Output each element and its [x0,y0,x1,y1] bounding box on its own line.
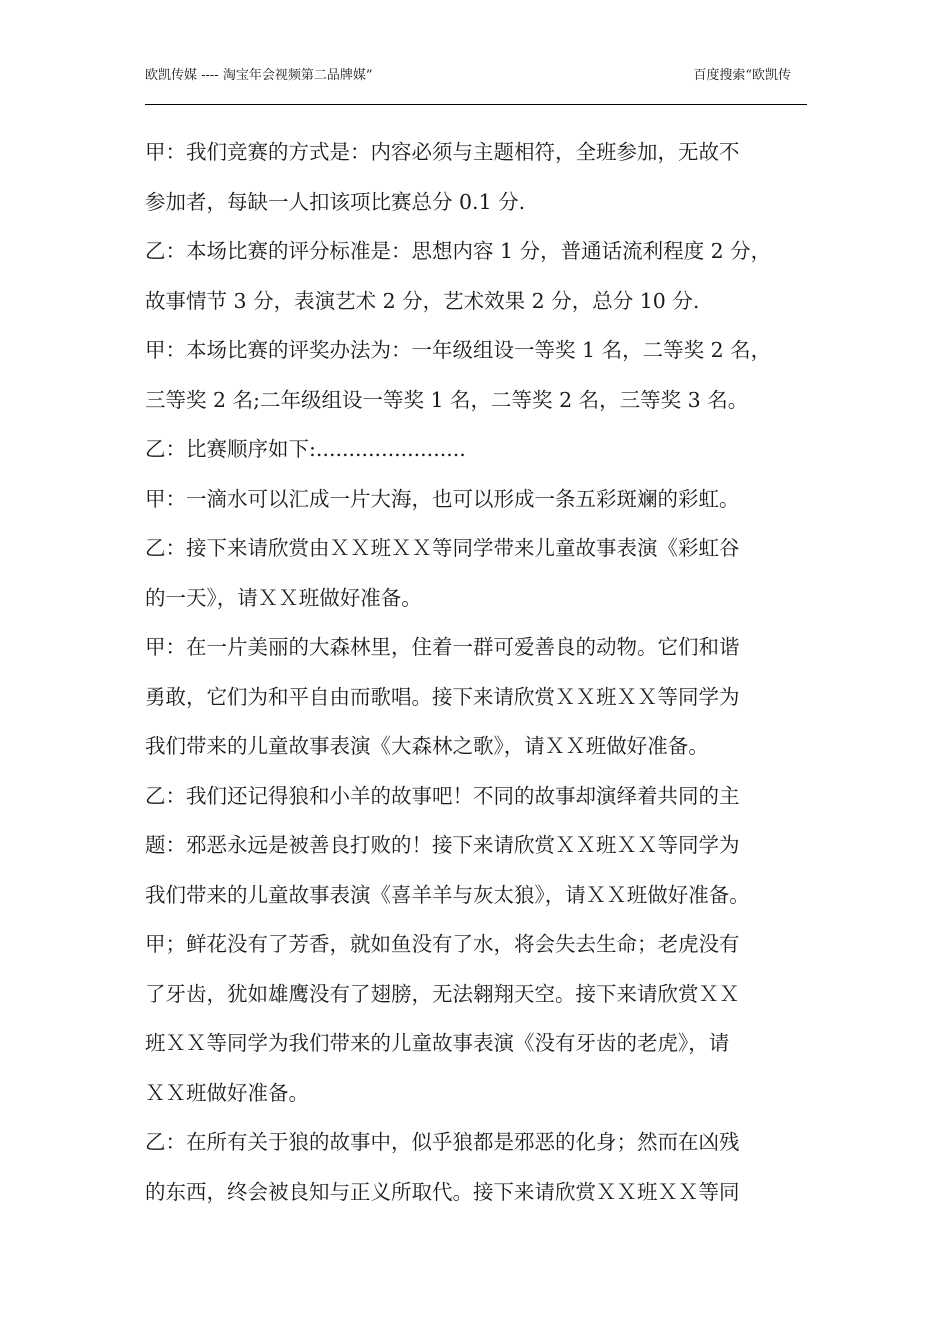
text-line: 乙：我们还记得狼和小羊的故事吧！不同的故事却演绎着共同的主 [145,783,740,808]
text-line: 了牙齿，犹如雄鹰没有了翅膀，无法翱翔天空。接下来请欣赏ＸＸ [145,981,740,1006]
text-line: 乙：接下来请欣赏由ＸＸ班ＸＸ等同学带来儿童故事表演《彩虹谷 [145,536,740,560]
text-line: 的一天》，请ＸＸ班做好准备。 [145,585,422,610]
text-line: 我们带来的儿童故事表演《大森林之歌》，请ＸＸ班做好准备。 [145,734,709,758]
text-line: 参加者，每缺一人扣该项比赛总分 0.1 分. [145,189,526,214]
header-right-text: 百度搜索“欧凯传 [693,68,791,83]
text-line: 乙：在所有关于狼的故事中，似乎狼都是邪恶的化身；然而在凶残 [145,1130,740,1154]
page-header [145,66,807,105]
text-line: ＸＸ班做好准备。 [145,1080,309,1105]
document-body [145,128,813,1217]
text-line: 班ＸＸ等同学为我们带来的儿童故事表演《没有牙齿的老虎》，请 [145,1031,730,1055]
text-line: 乙：本场比赛的评分标准是：思想内容 1 分，普通话流利程度 2 分， [145,239,772,263]
header-left-text: 欧凯传媒 ---- 淘宝年会视频第二品牌媒” [145,68,373,83]
text-line: 三等奖 2 名;二年级组设一等奖 1 名，二等奖 2 名，三等奖 3 名。 [145,387,749,412]
text-line: 甲：我们竞赛的方式是：内容必须与主题相符，全班参加，无故不 [145,140,740,164]
text-line: 乙：比赛顺序如下:....................... [145,437,466,461]
text-line: 故事情节 3 分，表演艺术 2 分，艺术效果 2 分，总分 10 分. [145,288,700,313]
text-line: 甲：一滴水可以汇成一片大海，也可以形成一条五彩斑斓的彩虹。 [145,486,740,511]
text-line: 甲：在一片美丽的大森林里，住着一群可爱善良的动物。它们和谐 [145,635,740,659]
text-line: 甲；鲜花没有了芳香，就如鱼没有了水，将会失去生命；老虎没有 [145,932,740,956]
text-line: 甲：本场比赛的评奖办法为：一年级组设一等奖 1 名，二等奖 2 名， [145,338,772,362]
text-line: 我们带来的儿童故事表演《喜羊羊与灰太狼》，请ＸＸ班做好准备。 [145,882,750,907]
text-line: 勇敢，它们为和平自由而歌唱。接下来请欣赏ＸＸ班ＸＸ等同学为 [145,684,740,709]
text-line: 的东西，终会被良知与正义所取代。接下来请欣赏ＸＸ班ＸＸ等同 [145,1179,740,1204]
text-line: 题：邪恶永远是被善良打败的！接下来请欣赏ＸＸ班ＸＸ等同学为 [145,833,740,857]
